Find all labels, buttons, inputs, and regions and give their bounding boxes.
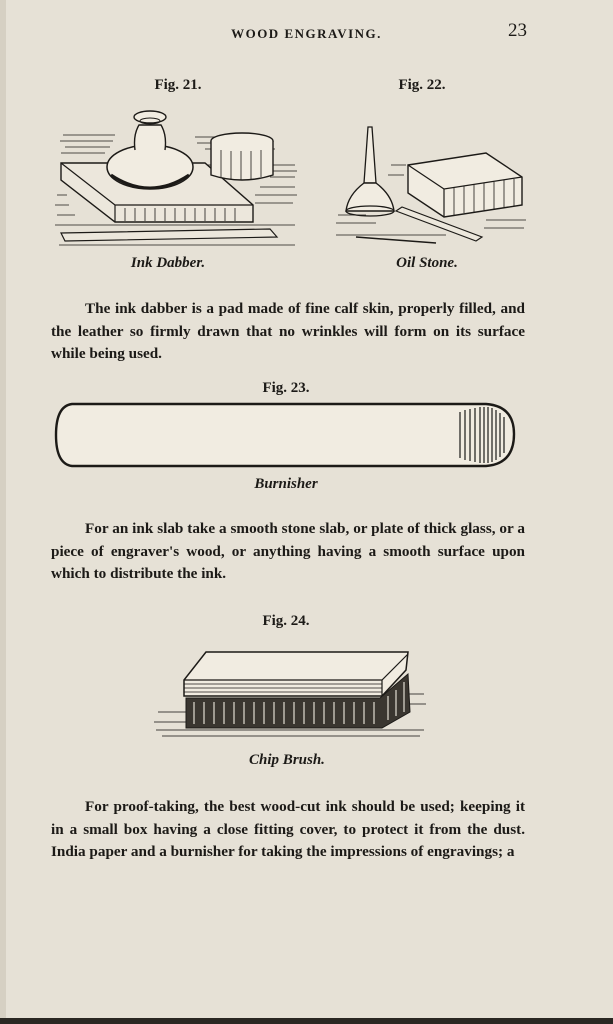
figure-24-label: Fig. 24. xyxy=(262,613,310,629)
oil-stone-illustration xyxy=(336,125,528,247)
page-left-edge xyxy=(0,0,6,1024)
paragraph-1-text: The ink dabber is a pad made of fine calf skin, properly filled, and the leather so firmly drawn that no wrinkles will form on its surface while being used. xyxy=(51,300,525,362)
paragraph-3 xyxy=(51,796,525,864)
paragraph-2-text: For an ink slab take a smooth stone slab, or plate of thick glass, or a piece of engraver's wood, or anything having a smooth surface upon which to distribute the ink. xyxy=(51,520,525,582)
running-head: WOOD ENGRAVING. xyxy=(231,26,382,41)
paragraph-1 xyxy=(51,298,525,366)
chip-brush-illustration xyxy=(152,650,428,740)
figure-23-caption: Burnisher xyxy=(254,476,318,492)
paragraph-3-text: For proof-taking, the best wood-cut ink should be used; keeping it in a small box having a close fitting cover, to protect it from the dust. India paper and a burnisher for taking the impressions of engravings; a xyxy=(51,798,525,860)
burnisher-illustration xyxy=(54,402,518,468)
figure-22-caption: Oil Stone. xyxy=(396,255,458,271)
ink-dabber-illustration xyxy=(55,105,300,250)
page-bottom-edge xyxy=(0,1018,613,1024)
paragraph-2 xyxy=(51,518,525,586)
figure-22-label: Fig. 22. xyxy=(398,77,446,93)
page-number: 23 xyxy=(508,20,527,41)
figure-21-caption: Ink Dabber. xyxy=(130,255,206,271)
figure-21-label: Fig. 21. xyxy=(154,77,202,93)
figure-23-label: Fig. 23. xyxy=(262,380,310,396)
figure-24-caption: Chip Brush. xyxy=(249,752,325,768)
